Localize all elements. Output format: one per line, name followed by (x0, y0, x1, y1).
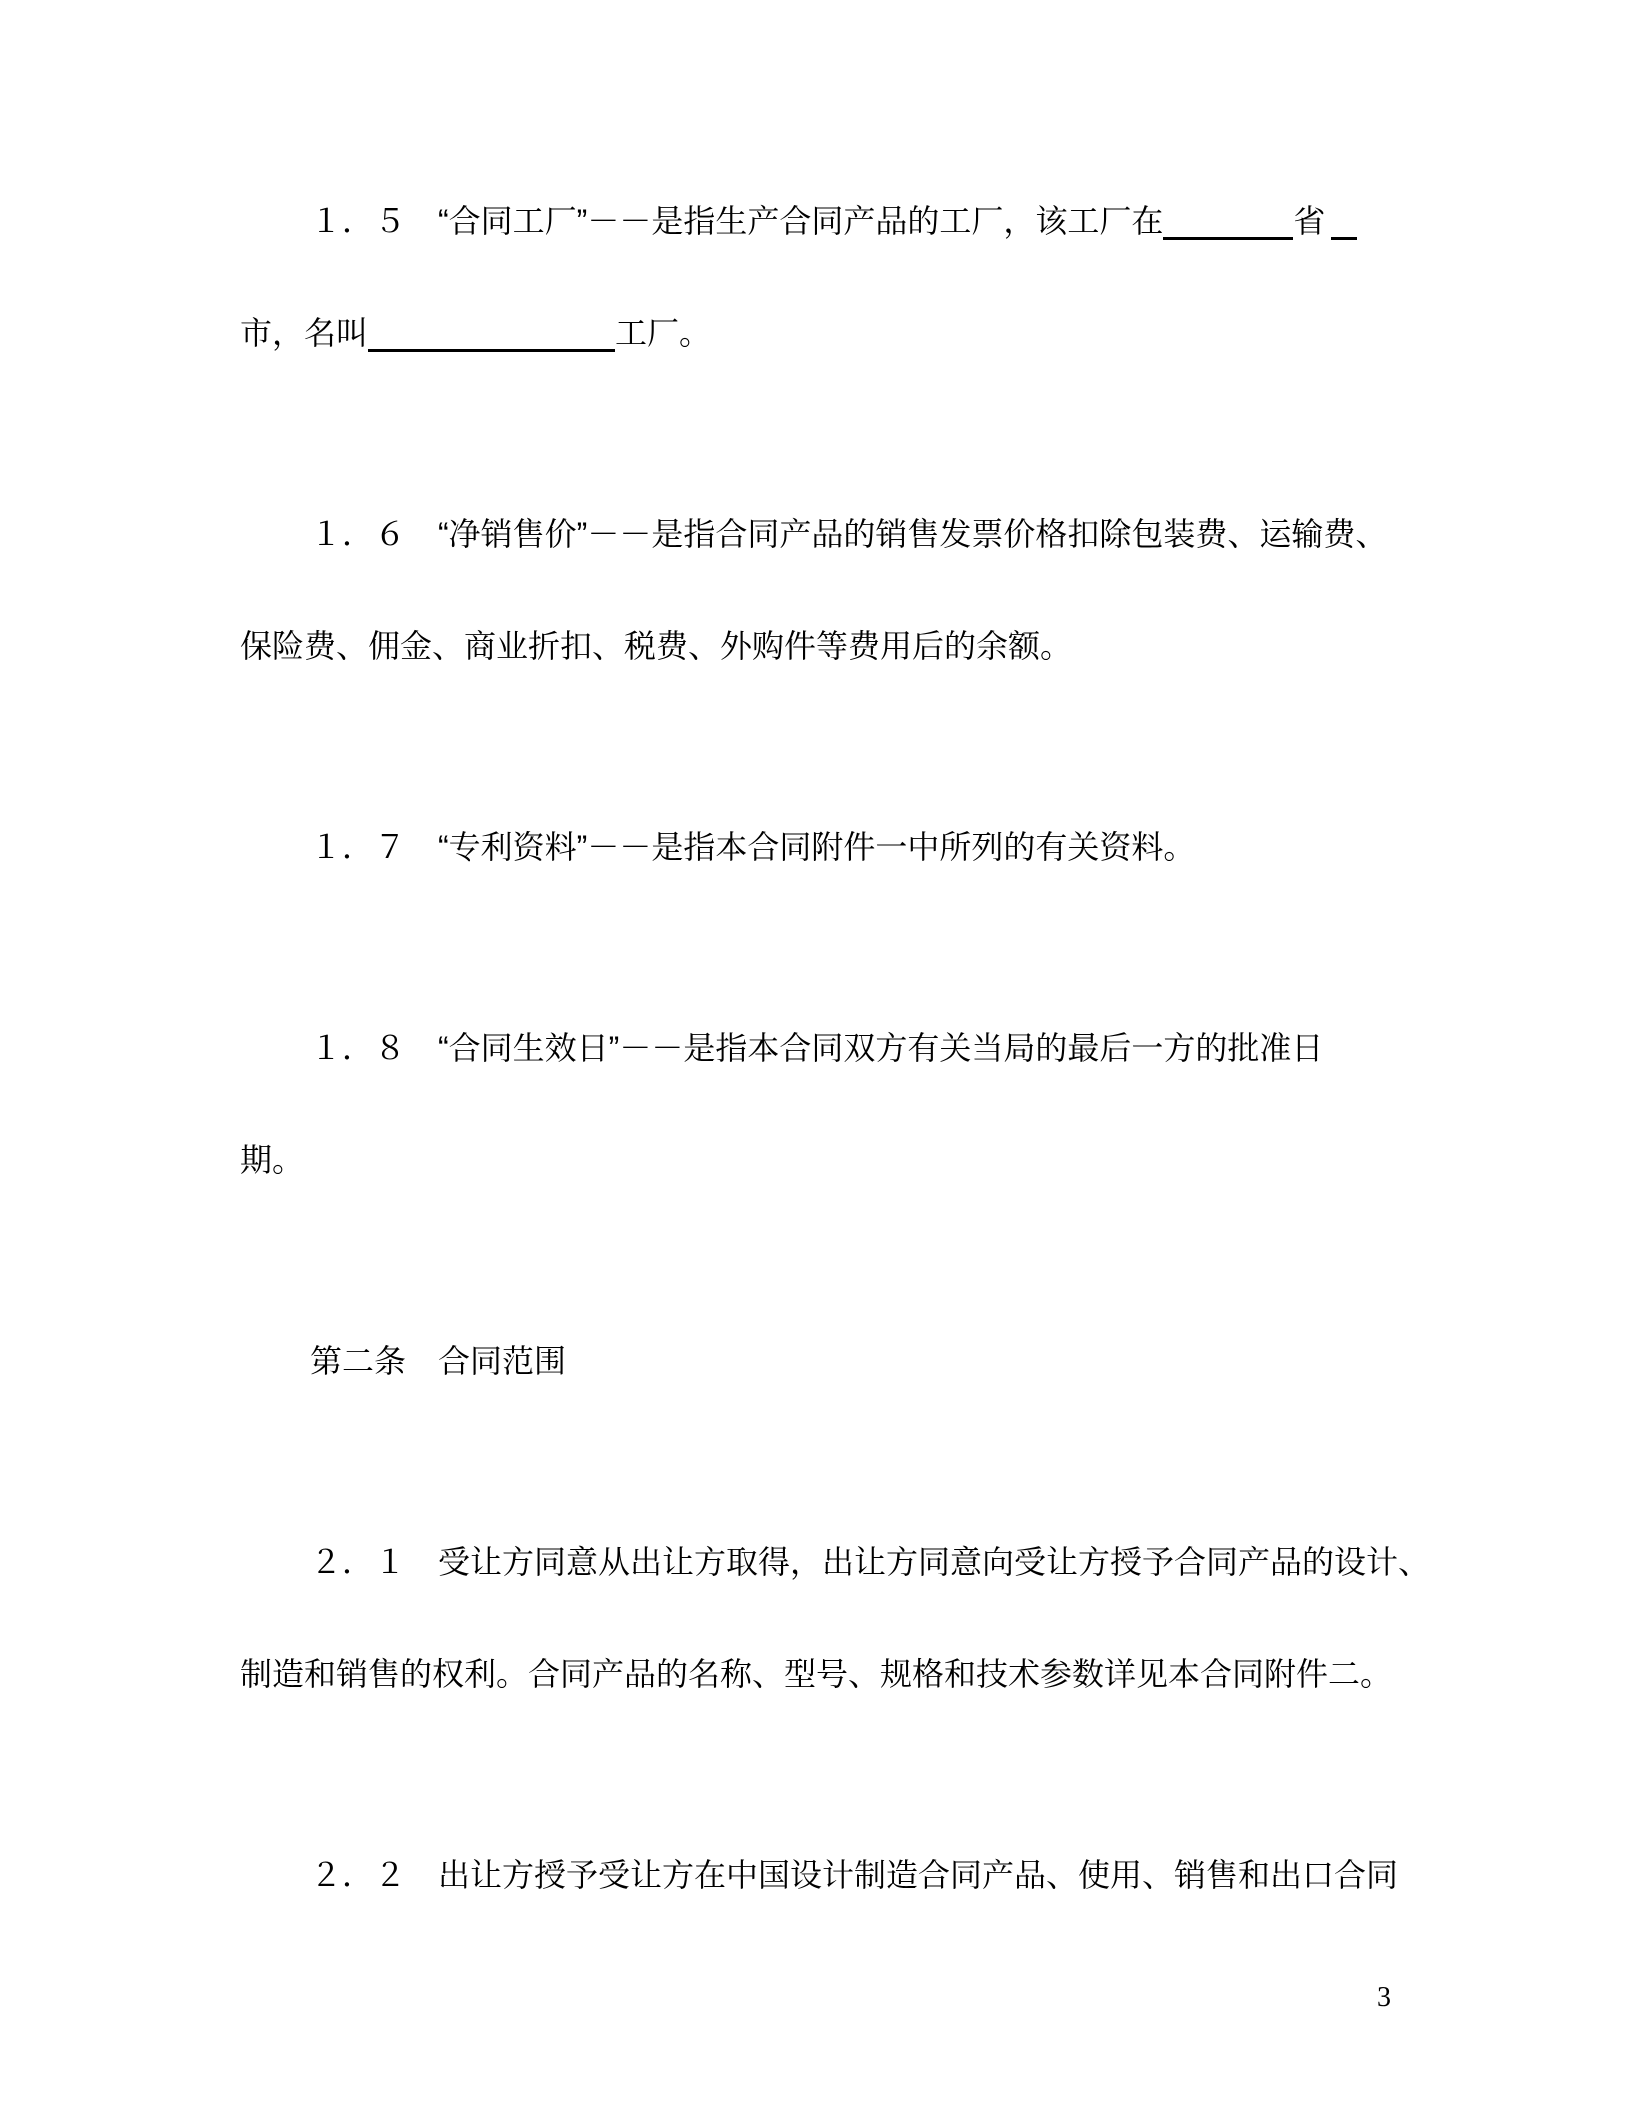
province-label: 省 (1293, 203, 1326, 239)
clause-1-5-text-a: １．５ “合同工厂”－－是指生产合同产品的工厂，该工厂在 (310, 203, 1164, 239)
clause-1-5-line-1 (240, 165, 1632, 277)
clause-1-8-text-b: 期。 (240, 1142, 305, 1178)
article-2-heading-line (240, 1305, 1632, 1417)
clause-1-8-line-1 (240, 992, 1632, 1104)
clause-1-8 (240, 992, 1632, 1216)
article-2-heading (240, 1305, 1632, 1417)
clause-2-1 (240, 1506, 1632, 1730)
clause-1-5-text-b: 市，名叫 (240, 315, 369, 351)
clause-2-2-line-1 (240, 1819, 1632, 1931)
clause-1-5 (240, 165, 1632, 389)
clause-2-1-line-2 (240, 1618, 1632, 1730)
page-number: 3 (1377, 1982, 1391, 2013)
clause-1-8-line-2 (240, 1104, 1632, 1216)
clause-2-2-text: ２．２ 出让方授予受让方在中国设计制造合同产品、使用、销售和出口合同 (310, 1857, 1399, 1893)
clause-1-6 (240, 478, 1632, 702)
clause-1-7 (240, 791, 1632, 903)
fill-in-blank-factory-name (368, 313, 615, 352)
clause-2-1-text-b: 制造和销售的权利。合同产品的名称、型号、规格和技术参数详见本合同附件二。 (240, 1656, 1393, 1692)
fill-in-blank-province (1163, 201, 1293, 240)
clause-1-6-line-2 (240, 590, 1632, 702)
clause-2-1-line-1 (240, 1506, 1632, 1618)
clause-2-1-text-a: ２．１ 受让方同意从出让方取得，出让方同意向受让方授予合同产品的设计、 (310, 1544, 1431, 1580)
article-2-heading-text: 第二条 合同范围 (310, 1343, 567, 1379)
clause-1-6-text-b: 保险费、佣金、商业折扣、税费、外购件等费用后的余额。 (240, 628, 1073, 664)
clause-1-6-text-a: １．６ “净销售价”－－是指合同产品的销售发票价格扣除包装费、运输费、 (310, 516, 1388, 552)
clause-1-7-text: １．７ “专利资料”－－是指本合同附件一中所列的有关资料。 (310, 829, 1196, 865)
clause-1-5-text-c: 工厂。 (615, 315, 712, 351)
clause-2-2 (240, 1819, 1632, 1931)
clause-1-6-line-1 (240, 478, 1632, 590)
clause-1-7-line-1 (240, 791, 1632, 903)
clause-1-8-text-a: １．８ “合同生效日”－－是指本合同双方有关当局的最后一方的批准日 (310, 1030, 1324, 1066)
clause-1-5-line-2 (240, 277, 1632, 389)
fill-in-blank-line-end (1331, 201, 1357, 240)
